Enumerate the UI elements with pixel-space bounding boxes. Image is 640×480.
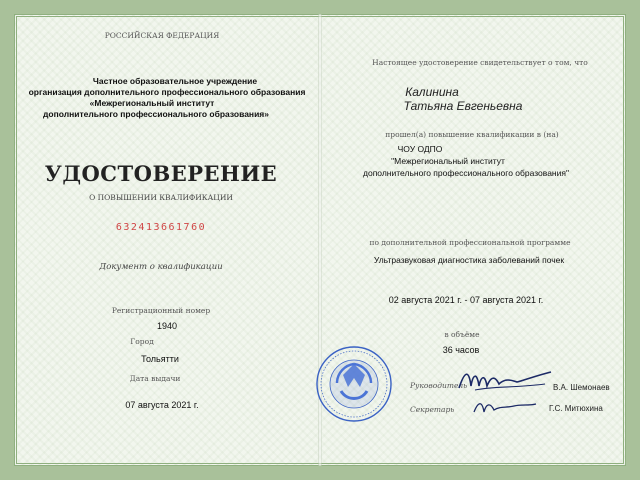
- training-org-line2: "Межрегиональный институт: [391, 156, 505, 166]
- head-signature-label: Руководитель: [410, 381, 468, 390]
- program-label: по дополнительной профессиональной программе: [369, 238, 571, 247]
- document-title: УДОСТОВЕРЕНИЕ: [44, 161, 278, 186]
- issue-date-label: Дата выдачи: [129, 374, 181, 383]
- document-subtitle: О ПОВЫШЕНИИ КВАЛИФИКАЦИИ: [89, 193, 233, 202]
- certificate-number: 632413661760: [115, 222, 207, 233]
- head-name: В.А. Шемонаев: [553, 383, 610, 392]
- volume-value: 36 часов: [442, 345, 480, 355]
- document-type-label: Документ о квалификации: [99, 262, 223, 272]
- head-signature: [455, 366, 555, 396]
- training-org-line1: ЧОУ ОДПО: [397, 144, 443, 154]
- training-period: 02 августа 2021 г. - 07 августа 2021 г.: [388, 295, 544, 305]
- registration-number-label: Регистрационный номер: [111, 306, 211, 315]
- secretary-signature: [470, 396, 540, 418]
- issuer-org-line3: «Межрегиональный институт: [89, 98, 215, 108]
- city-label: Город: [130, 337, 154, 346]
- volume-label: в объёме: [444, 330, 480, 339]
- holder-surname: Калинина: [405, 85, 459, 99]
- issuer-org-line4: дополнительного профессионального образования»: [43, 109, 269, 119]
- secretary-signature-label: Секретарь: [410, 405, 455, 414]
- issue-date-value: 07 августа 2021 г.: [125, 400, 199, 410]
- holder-given-names: Татьяна Евгеньевна: [403, 99, 523, 113]
- issuer-org-line1: Частное образовательное учреждение: [92, 76, 258, 86]
- passed-training-label: прошел(а) повышение квалификации в (на): [385, 130, 559, 139]
- intro-text: Настоящее удостоверение свидетельствует о том, что: [372, 58, 588, 67]
- registration-number-value: 1940: [156, 321, 178, 331]
- secretary-name: Г.С. Митюхина: [549, 404, 603, 413]
- city-value: Тольятти: [141, 354, 179, 364]
- program-title: Ультразвуковая диагностика заболеваний почек: [373, 255, 565, 265]
- country-label: РОССИЙСКАЯ ФЕДЕРАЦИЯ: [104, 31, 220, 40]
- training-org-line3: дополнительного профессионального образования": [363, 168, 569, 178]
- institution-seal: [315, 345, 393, 423]
- issuer-org-line2: организация дополнительного профессионального образования: [28, 87, 306, 97]
